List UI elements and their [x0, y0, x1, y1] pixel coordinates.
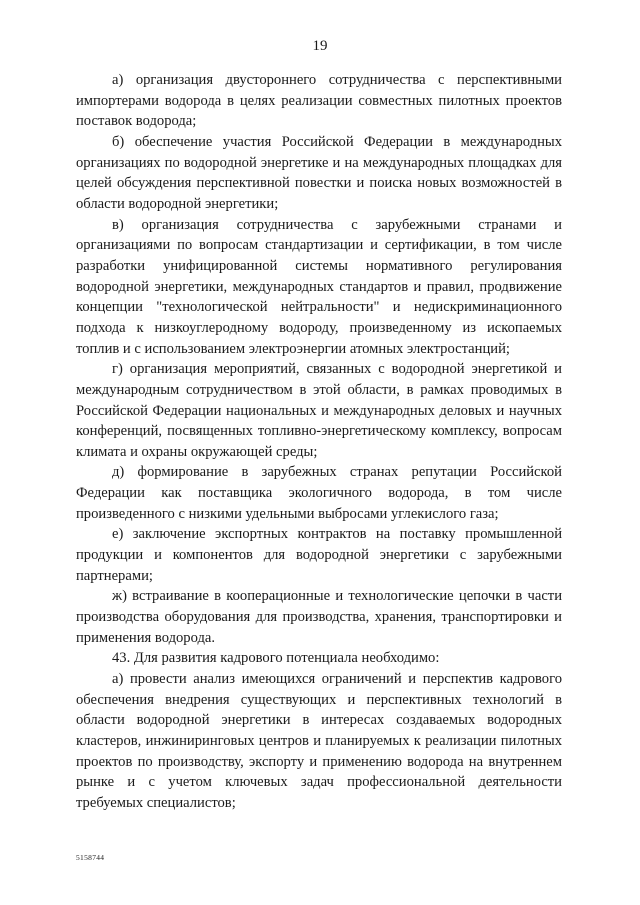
paragraph-a-bilateral-cooperation: а) организация двустороннего сотрудничества с перспективными импортерами водорода в целях реализации совместных пилотных проектов поставок водорода; — [76, 72, 562, 130]
paragraph-v-standardization: в) организация сотрудничества с зарубежными странами и организациями по вопросам стандартизации и сертификации, в том числе разработки унифицированной системы нормативного регулирования водородной энергетики, международных стандартов и правил, продвижение концепции "технологической нейтральности" и недискриминационного подхода к низкоуглеродному водороду, произведенному из ископаемых топлив и с использованием электроэнергии атомных электростанций; — [76, 216, 562, 357]
paragraph-b-international-organizations: б) обеспечение участия Российской Федерации в международных организациях по водородной энергетике и на международных площадках для целей обсуждения перспективной повестки и поиска новых возможностей в области водородной энергетики; — [76, 133, 562, 212]
document-id: 5158744 — [76, 853, 105, 862]
paragraph-e-export-contracts: е) заключение экспортных контрактов на поставку промышленной продукции и компонентов для водородной энергетики с зарубежными партнерами; — [76, 526, 562, 584]
paragraph-43-a-analysis: а) провести анализ имеющихся ограничений и перспектив кадрового обеспечения внедрения существующих и перспективных технологий в области водородной энергетики в интересах создаваемых водородных кластеров, инжиниринговых центров и планируемых к реализации пилотных проектов по производству, экспорту и применению водорода на внутреннем рынке и с учетом ключевых задач профессиональной деятельности требуемых специалистов; — [76, 671, 562, 811]
paragraph-zh-value-chains: ж) встраивание в кооперационные и технологические цепочки в части производства оборудования для производства, хранения, транспортировки и применения водорода. — [76, 588, 562, 646]
section-43-heading: 43. Для развития кадрового потенциала необходимо: — [112, 650, 440, 667]
document-body — [76, 70, 562, 814]
page-number: 19 — [312, 38, 328, 54]
paragraph-g-events: г) организация мероприятий, связанных с водородной энергетикой и международным сотрудничеством в этой области, в рамках проводимых в Российской Федерации национальных и международных деловых и научных конференций, посвященных топливно-энергетическому комплексу, вопросам климата и охраны окружающей среды; — [76, 361, 562, 460]
paragraph-d-reputation: д) формирование в зарубежных странах репутации Российской Федерации как поставщика экологичного водорода, в том числе произведенного с низкими удельными выбросами углекислого газа; — [76, 464, 562, 522]
